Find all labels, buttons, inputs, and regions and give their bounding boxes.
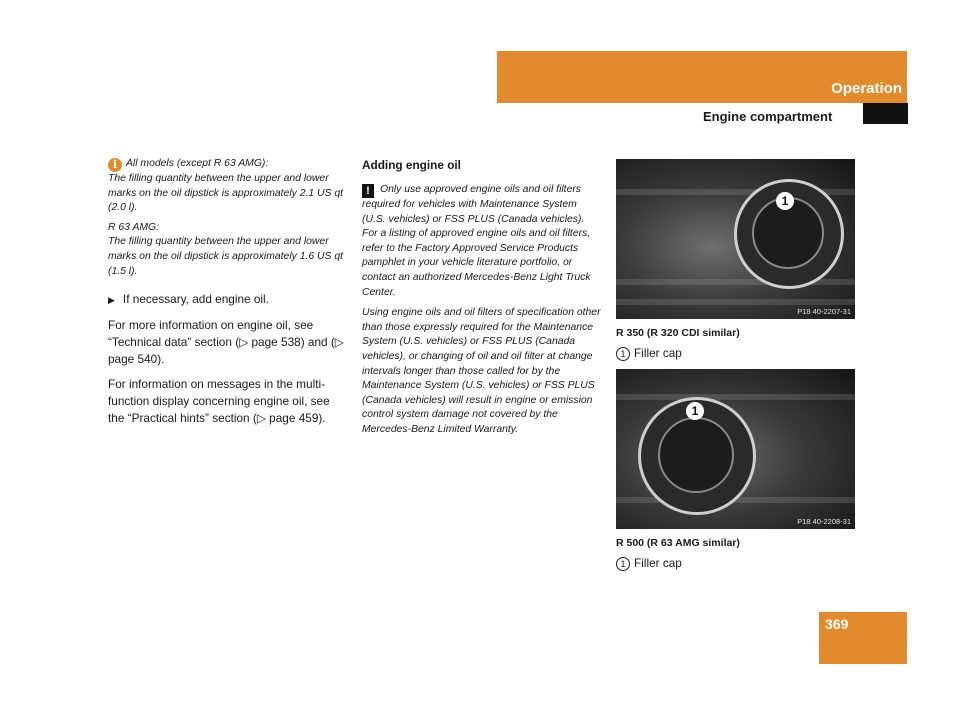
photo-reference: P18 40-2207-31 — [797, 307, 851, 316]
paragraph-technical-data: For more information on engine oil, see “Technical data” section (▷ page 538) and (▷ page 540). — [108, 318, 344, 367]
photo-caption-r500: R 500 (R 63 AMG similar) — [616, 537, 740, 549]
legend-number: 1 — [616, 347, 630, 361]
warning-text1: Only use approved engine oils and oil filters required for vehicles with Maintenance System (U.S. vehicles) or FSS PLUS (Canada vehicles). For a listing of approved engine oils and oil filters, refer to the Factory Approved Service Products pamphlet in your vehicle literature portfolio, or contact an authorized Mercedes-Benz Light Truck Center. — [362, 184, 591, 298]
legend-item — [616, 346, 856, 361]
callout-1: 1 — [776, 192, 794, 210]
callout-1: 1 — [686, 402, 704, 420]
legend-item — [616, 556, 856, 571]
warning-text2: Using engine oils and oil filters of specification other than those expressly required for the Maintenance System (U.S. vehicles) or FSS PLUS (Canada vehicles), or changing of oil and oil filter at change intervals longer than those called for by the Maintenance System (U.S. vehicles) or FSS PLUS (Canada vehicles) will result in engine or emission control system damage not covered by the Mercedes-Benz Limited Warranty. — [362, 307, 601, 435]
engine-photo-r500 — [616, 369, 855, 529]
info-text2: The filling quantity between the upper and lower marks on the oil dipstick is approximately 1.6 US qt (1.5 l). — [108, 236, 344, 277]
paragraph-practical-hints: For information on messages in the multi-function display concerning engine oil, see the “Practical hints” section (▷ page 459). — [108, 377, 330, 426]
triangle-bullet-icon: ▶ — [108, 295, 115, 306]
left-column — [108, 157, 348, 427]
step-text: If necessary, add engine oil. — [122, 292, 269, 307]
info-note — [108, 157, 348, 279]
header-tab-marker — [863, 103, 908, 124]
photo-reference: P18 40-2208-31 — [797, 517, 851, 526]
warning-icon: ! — [362, 184, 374, 198]
engine-photo-r350 — [616, 159, 855, 319]
warning-note — [362, 183, 602, 438]
legend-number: 1 — [616, 557, 630, 571]
step-item — [108, 291, 348, 309]
info-line2: R 63 AMG: — [108, 221, 160, 233]
info-line1: All models (except R 63 AMG): — [126, 158, 269, 169]
info-icon: i — [108, 158, 122, 172]
photo-caption-r350: R 350 (R 320 CDI similar) — [616, 327, 740, 339]
page-number: 369 — [825, 616, 849, 632]
legend-text: Filler cap — [634, 556, 682, 570]
info-text1: The filling quantity between the upper and lower marks on the oil dipstick is approximately 2.1 US qt (2.0 l). — [108, 173, 344, 214]
adding-engine-oil-heading: Adding engine oil — [362, 158, 461, 172]
subsection-title: Engine compartment — [703, 109, 833, 124]
middle-column — [362, 157, 602, 438]
filler-cap — [658, 417, 734, 493]
right-column — [616, 159, 856, 571]
legend-text: Filler cap — [634, 346, 682, 360]
section-title: Operation — [831, 80, 902, 97]
